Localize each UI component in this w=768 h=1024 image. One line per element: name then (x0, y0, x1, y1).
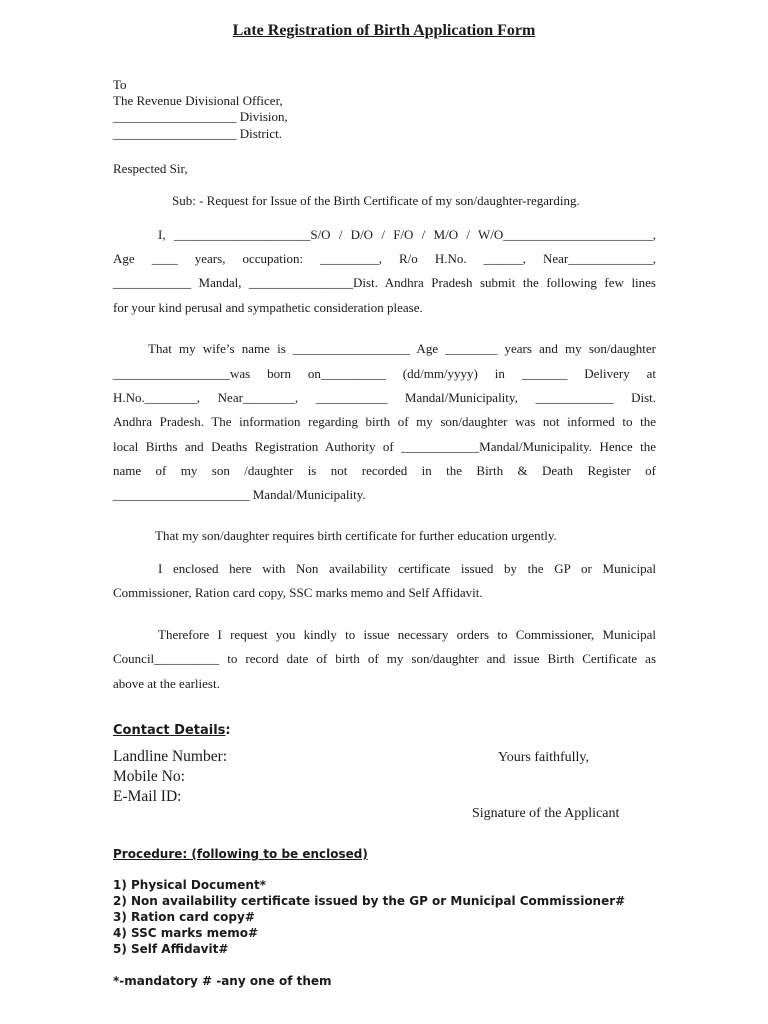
address-to: To (113, 77, 127, 92)
para1-line-4: for your kind perusal and sympathetic consideration please. (113, 300, 423, 315)
mobile-label: Mobile No: (113, 768, 185, 785)
address-officer: The Revenue Divisional Officer, (113, 93, 283, 108)
signature-label: Signature of the Applicant (472, 806, 620, 821)
closing: Yours faithfully, (498, 750, 590, 765)
para4-line-1: I enclosed here with Non availability certificate issued by the GP or Municipal (158, 561, 656, 576)
procedure-item-1: 1) Physical Document* (113, 878, 266, 892)
landline-label: Landline Number: (113, 748, 228, 765)
para2-line-1: That my wife’s name is __________________ Age ________ years and my son/daughter (148, 341, 656, 356)
procedure-item-3: 3) Ration card copy# (113, 910, 255, 924)
contact-heading-text: Contact Details (113, 723, 226, 738)
para1-line-3: ____________ Mandal, ________________Dist. Andhra Pradesh submit the following few lines (113, 275, 656, 290)
para5-line-2: Council__________ to record date of birth of my son/daughter and issue Birth Certificate as (113, 651, 656, 666)
address-division: ___________________ Division, (113, 109, 288, 124)
para2-line-7: _____________________ Mandal/Municipality. (113, 487, 366, 502)
para2-line-2: __________________was born on__________ (dd/mm/yyyy) in _______ Delivery at (113, 366, 656, 381)
para2-line-3: H.No.________, Near________, ___________ Mandal/Municipality, ____________ Dist. (113, 390, 656, 405)
address-district: ___________________ District. (113, 126, 282, 141)
para1-line-1: I, _____________________S/O / D/O / F/O / M/O / W/O_______________________, (158, 227, 656, 242)
para2-line-5: local Births and Deaths Registration Authority of ____________Mandal/Municipality. Hence the (113, 439, 656, 454)
para3: That my son/daughter requires birth certificate for further education urgently. (155, 528, 557, 543)
para2-line-4: Andhra Pradesh. The information regarding birth of my son/daughter was not informed to the (113, 414, 656, 429)
form-title: Late Registration of Birth Application Form (232, 22, 536, 39)
para2-line-6: name of my son /daughter is not recorded in the Birth & Death Register of (113, 463, 656, 478)
para4-line-2: Commissioner, Ration card copy, SSC marks memo and Self Affidavit. (113, 585, 483, 600)
contact-heading-colon: : (225, 723, 231, 738)
contact-heading (113, 723, 231, 739)
para1-line-2: Age ____ years, occupation: _________, R/o H.No. ______, Near_____________, (113, 251, 656, 266)
procedure-item-4: 4) SSC marks memo# (113, 926, 259, 940)
procedure-heading: Procedure: (following to be enclosed) (113, 847, 368, 861)
procedure-note: *-mandatory # -any one of them (113, 974, 332, 988)
procedure-item-2: 2) Non availability certificate issued by the GP or Municipal Commissioner# (113, 894, 626, 908)
email-label: E-Mail ID: (113, 788, 182, 805)
salutation: Respected Sir, (113, 161, 188, 176)
subject-line: Sub: - Request for Issue of the Birth Certificate of my son/daughter-regarding. (172, 193, 580, 208)
para5-line-3: above at the earliest. (113, 676, 220, 691)
para5-line-1: Therefore I request you kindly to issue necessary orders to Commissioner, Municipal (158, 627, 656, 642)
procedure-item-5: 5) Self Affidavit# (113, 942, 229, 956)
